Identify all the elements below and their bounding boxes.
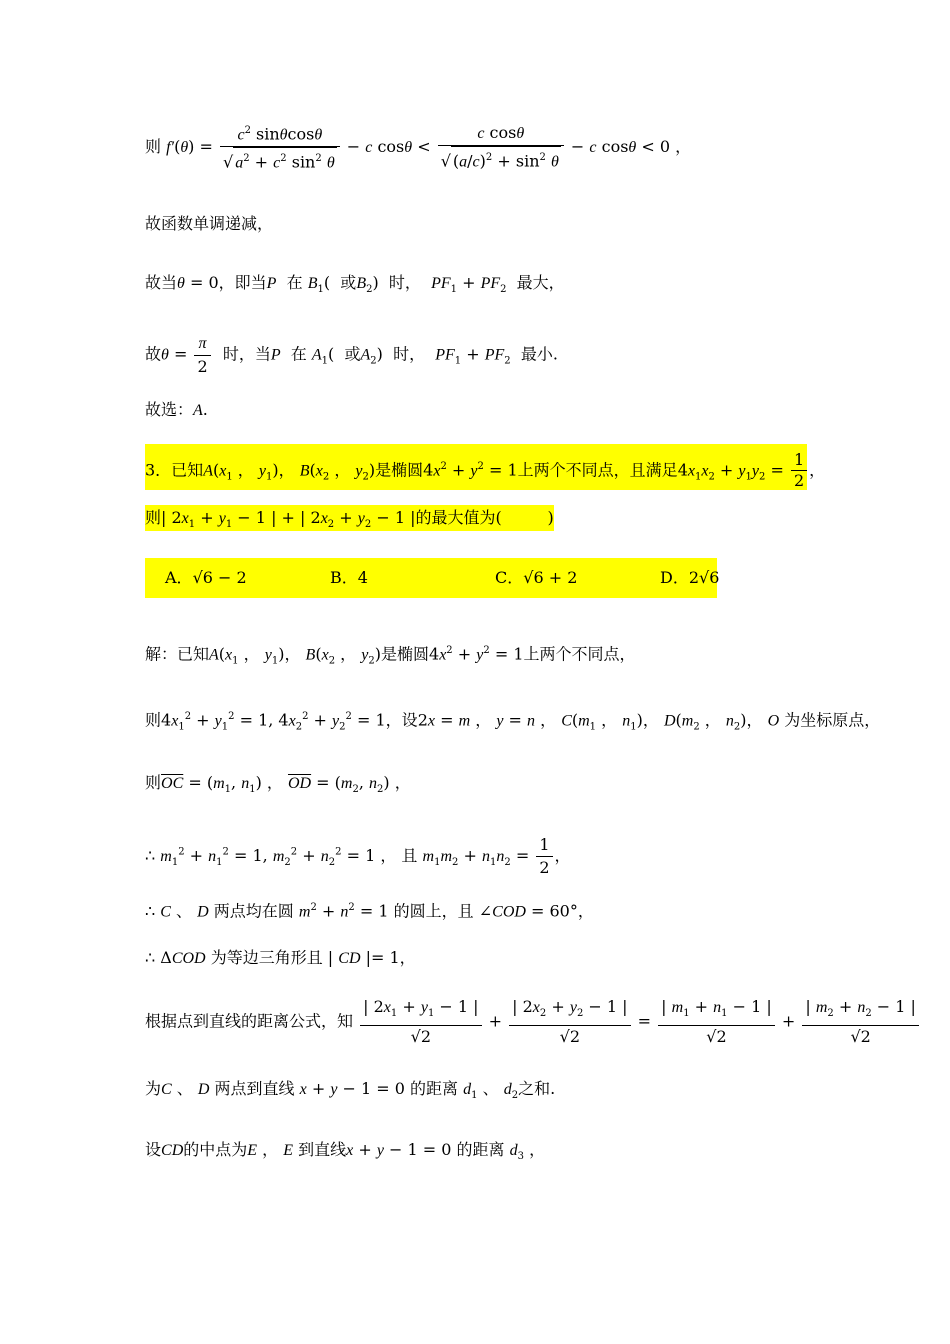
text: 时，	[393, 344, 426, 364]
text: 在	[290, 344, 307, 364]
text: 是椭圆	[380, 644, 429, 664]
text: .	[202, 400, 208, 419]
text: 是椭圆	[375, 460, 424, 480]
text: 时，	[388, 273, 421, 292]
solution-line: 为C 、 D 两点到直线 x + y − 1 = 0 的距离 $d_1$ 、 $d_2$之和.	[145, 1079, 556, 1102]
text: 的距离	[456, 1140, 505, 1159]
text-line: 故函数单调递减，	[145, 214, 274, 233]
question-number: 3．已知	[145, 460, 204, 480]
text-line: 故θ = $\frac{\pi}{2}$ 时，当P 在 $A_1$( 或$A_2$) 时， $PF_1 + PF_2$ 最小.	[145, 335, 558, 376]
solution-line: 则$4x_1^2 + y_1^2 = 1$, $4x_2^2 + y_2^2 = 1$，设2x = m ， y = n ， $C(m_1$ ， $n_1$)， $D(m_2$ ， $n_2$)， O 为坐标原点，	[145, 710, 881, 733]
text: 时，当	[222, 344, 271, 364]
fraction: $\frac{\text{c cosθ}}{√ (a/c)^2 + \sin^2 \theta}$	[438, 122, 564, 173]
text: 则	[145, 136, 162, 156]
text: 上两个不同点，	[523, 644, 636, 664]
answer: A	[193, 402, 203, 419]
text: 的中点为	[183, 1140, 248, 1159]
text: 上两个不同点，且满足	[517, 460, 678, 480]
derivative-inequality-line: 则 f′(θ) = $\frac{c^2 \sin\theta\cos\theta}{√ a^2 + c^2 \sin^2 \theta}$ − c cosθ < $\frac{\text{c cosθ}}{√ (a/c)^2 + \sin^2 \theta}$ − c cosθ < 0 ，	[145, 120, 691, 175]
text: 为坐标原点，	[784, 710, 881, 730]
text: 且	[401, 846, 418, 865]
question-line-1: 3．已知$A(x_1$ ， $y_1$)， $B(x_2$ ， $y_2$)是椭圆$4x^2 + y^2 = 1$上两个不同点，且满足$4x_1x_2 + y_1y_2$ = $\frac{1}{2}$ ，	[145, 444, 807, 490]
text: 则	[145, 773, 162, 792]
solution-line: ∴ $m_1^2 + n_1^2 = 1$, $m_2^2 + n_2^2 = 1$ ， 且 $m_1m_2 + n_1n_2$ = $\frac{1}{2}$ ，	[145, 835, 571, 877]
solution-line: 设CD的中点为E ， E 到直线x + y − 1 = 0 的距离 $d_3$ ，	[145, 1140, 546, 1163]
text: 根据点到直线的距离公式，知	[145, 1011, 354, 1031]
question-line-2: 则| $2x_1 + y_1 - 1$ | + | $2x_2 + y_2 - 1$ |的最大值为( )	[145, 505, 554, 531]
text: 的距离	[410, 1079, 459, 1098]
text: 最大，	[516, 273, 565, 292]
solution-line: 根据点到直线的距离公式，知 $\frac{| 2x_1 + y_1 - 1 |}{√2}$ + $\frac{| 2x_2 + y_2 - 1 |}{√2}$ = $\frac{| m_1 + n_1 - 1 |}{√2}$ + $\frac{| m_2 + n_2 - 1 |}{√2}$	[145, 996, 921, 1048]
text: 或	[340, 273, 357, 292]
text: 故当	[145, 273, 178, 292]
text: 则	[145, 710, 162, 730]
fraction: $\frac{c^2 \sin\theta\cos\theta}{√ a^2 + c^2 \sin^2 \theta}$	[220, 120, 340, 175]
solution-line: 解：已知$A(x_1$ ， $y_1$)， $B(x_2$ ， $y_2$)是椭圆$4x^2 + y^2 = 1$上两个不同点，	[145, 644, 636, 667]
text: 的最大值为	[415, 508, 496, 527]
option-a[interactable]: A．√6 − 2	[165, 568, 247, 587]
solution-line: ∴ C 、 D 两点均在圆 $m^2 + n^2 = 1$ 的圆上，且 ∠COD = 60°，	[145, 901, 594, 921]
options-row	[145, 558, 720, 598]
option-d[interactable]: D．2√6	[660, 568, 720, 587]
text: 到直线	[298, 1140, 347, 1159]
text: 为等边三角形且	[210, 948, 323, 967]
text: ，设	[385, 710, 418, 730]
text: 故	[145, 344, 162, 364]
option-c[interactable]: C．√6 + 2	[495, 568, 578, 587]
option-b[interactable]: B．4	[330, 568, 368, 587]
text: 或	[344, 344, 361, 364]
text: 故选：	[145, 400, 194, 419]
text: 两点均在圆	[213, 901, 294, 921]
text: 设	[145, 1140, 162, 1159]
text: 解：已知	[145, 644, 210, 664]
text: 为	[145, 1079, 162, 1098]
text-line	[145, 399, 208, 422]
text: 最小.	[520, 344, 558, 364]
text: ，即当	[218, 273, 267, 292]
text: 的圆上，且	[393, 901, 474, 921]
text: ，	[675, 136, 692, 156]
solution-line: ∴ ΔCOD 为等边三角形且 | CD |= 1，	[145, 948, 416, 967]
text: 之和.	[518, 1079, 556, 1098]
text: 则	[145, 508, 162, 527]
text-line: 故当θ = 0，即当P 在 $B_1$( 或$B_2$) 时， $PF_1 + PF_2$ 最大，	[145, 273, 565, 296]
solution-line: 则$\overline{OC} = (m_1$, $n_1$) ， $\overline{OD} = (m_2$, $n_2$) ，	[145, 773, 411, 796]
text: 两点到直线	[214, 1079, 295, 1098]
text: 在	[286, 273, 303, 292]
